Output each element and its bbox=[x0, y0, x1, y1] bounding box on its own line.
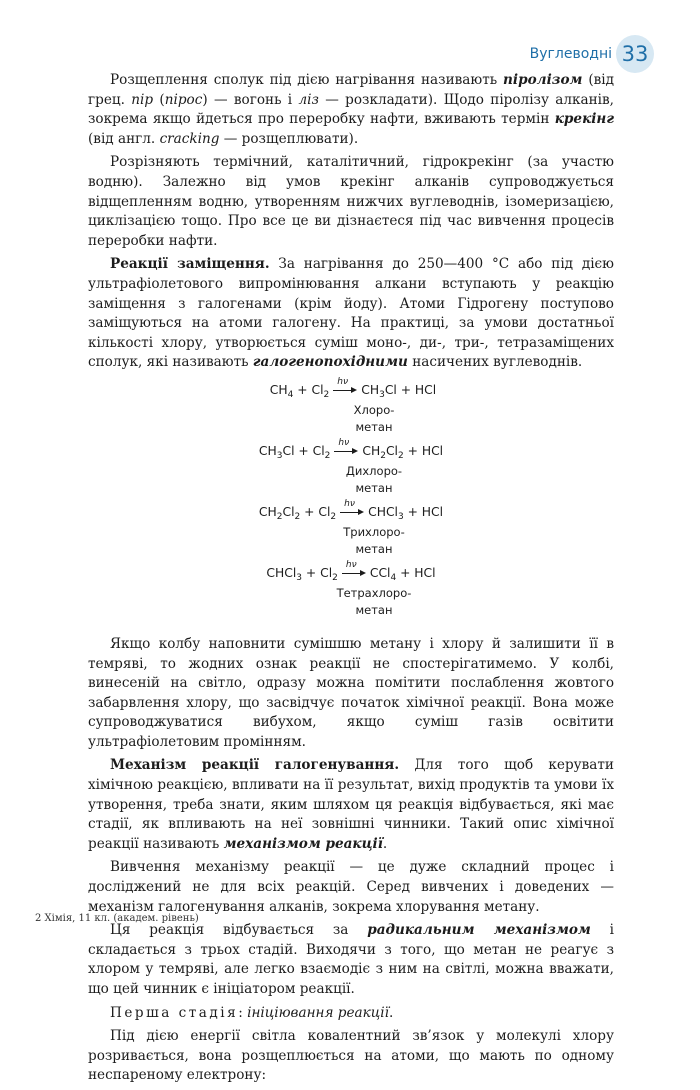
term-pyrolysis: піролізом bbox=[503, 72, 583, 88]
reaction-arrow-icon: hν bbox=[334, 444, 358, 458]
product-name-2: Дихлоро- метан bbox=[345, 463, 403, 495]
equation-4: CHCl$_3$ + $Cl_2$ hν CCl$_4$ + HCl bbox=[266, 560, 436, 583]
reaction-arrow-icon: hν bbox=[340, 505, 364, 519]
reaction-equations bbox=[88, 377, 614, 625]
paragraph-radical: Ця реакція відбувається за радикальним механізмом і складається з трьох стадій. Виходячи з того, що метан не реагує з хлором у темряві, але легко взаємодіє з ним на світлі, можна вважати, що цей чинник є ініціатором реакції. bbox=[88, 922, 615, 997]
term-halogen-derivatives: галогенопохідними bbox=[252, 354, 408, 371]
paragraph-mechanism: Механізм реакції галогенування. Для того щоб керувати хімічною реакцією, впливати на її результат, вихід продуктів та умови їх утворення, треба знати, яким шляхом ця реакція відбувається, які має стадії, як впливають на неї зовнішні чинники. Такий опис хімічної реакції називають механізмом реакції. bbox=[88, 757, 614, 852]
term-radical-mechanism: радикальним механізмом bbox=[367, 922, 591, 939]
product-name-4: Тетрахлоро- метан bbox=[336, 585, 412, 617]
running-title: Вуглеводні bbox=[529, 46, 612, 62]
page-body bbox=[88, 71, 614, 1090]
first-stage-label: Перша стадія bbox=[110, 1004, 239, 1021]
term-reaction-mechanism: механізмом реакції bbox=[223, 835, 383, 852]
paragraph-pyrolysis: Розщеплення сполук під дією нагрівання називають піролізом (від грец. пір (пірос) — вогонь і ліз — розкладати). Щодо піролізу алканів, зокрема якщо йдеться про переробку нафти, вживають термін крекінг (від англ. cracking — розщеплювати). bbox=[88, 72, 615, 147]
heading-substitution: Реакції заміщення. bbox=[110, 256, 270, 273]
reaction-2 bbox=[88, 438, 614, 503]
equation-1: $CH_4 + Cl_2$ hν $CH_3Cl$ + HCl bbox=[269, 377, 437, 400]
reaction-arrow-icon: hν bbox=[342, 566, 366, 580]
paragraph-bond-cleavage: Під дією енергії світла ковалентний зв’язок у молекулі хлору розривається, вона розщеплюється на атоми, що мають по одному неспареному електрону: bbox=[88, 1028, 614, 1084]
page-header bbox=[530, 36, 654, 72]
product-name-3: Трихлоро- метан bbox=[343, 524, 405, 556]
heading-mechanism: Механізм реакції галогенування. bbox=[110, 757, 400, 774]
term-cracking: крекінг bbox=[554, 111, 614, 128]
paragraph-first-stage: Перша стадія: ініціювання реакції. bbox=[110, 1004, 394, 1021]
reaction-3 bbox=[88, 499, 614, 564]
reaction-1 bbox=[88, 377, 614, 442]
term-initiation: ініціювання реакції bbox=[247, 1004, 389, 1021]
paragraph-cracking-types: Розрізняють термічний, каталітичний, гідрокрекінг (за участю водню). Залежно від умов крекінг алканів супроводжується відщепленням водню, утворенням нижчих вуглеводнів, ізомеризацією, циклізацією тощо. Про все це ви дізнаєтеся під час вивчення процесів переробки нафти. bbox=[88, 154, 614, 249]
page-number-badge: 33 bbox=[616, 35, 654, 73]
reaction-arrow-icon: hν bbox=[333, 383, 357, 397]
equation-2: $CH_3Cl + Cl_2$ hν $CH_2Cl_2$ + HCl bbox=[258, 438, 444, 461]
footer-signature: 2 Хімія, 11 кл. (академ. рівень) bbox=[35, 913, 199, 924]
product-name-1: Хлоро- метан bbox=[353, 402, 395, 434]
reaction-4 bbox=[88, 560, 614, 625]
paragraph-mechanism-study: Вивчення механізму реакції — це дуже складний процес і досліджений не для всіх реакцій. Серед вивчених і доведених — механізм галогенування алканів, зокрема хлорування метану. bbox=[88, 859, 614, 915]
paragraph-substitution: Реакції заміщення. За нагрівання до 250—400 °С або під дією ультрафіолетового випромінювання алкани вступають у реакцію заміщення з галогенами (крім йоду). Атоми Гідрогену поступово заміщуються на атоми галогену. На практиці, за умови достатньої кількості хлору, утворюється суміш моно-, ди-, три-, тетразаміщених сполук, які називають галогенопохідними насичених вуглеводнів. bbox=[88, 256, 614, 371]
equation-3: $CH_2Cl_2 + Cl_2$ hν CHCl$_3$ + HCl bbox=[258, 499, 444, 522]
paragraph-observation: Якщо колбу наповнити сумішшю метану і хлору й залишити її в темряві, то жодних ознак реакції не спостерігатимемо. У колбі, винесеній на світло, одразу можна помітити послаблення жовтого забарвлення хлору, що засвідчує початок хімічної реакції. Вона може супроводжуватися вибухом, якщо суміш газів освітити ультрафіолетовим промінням. bbox=[88, 635, 614, 750]
